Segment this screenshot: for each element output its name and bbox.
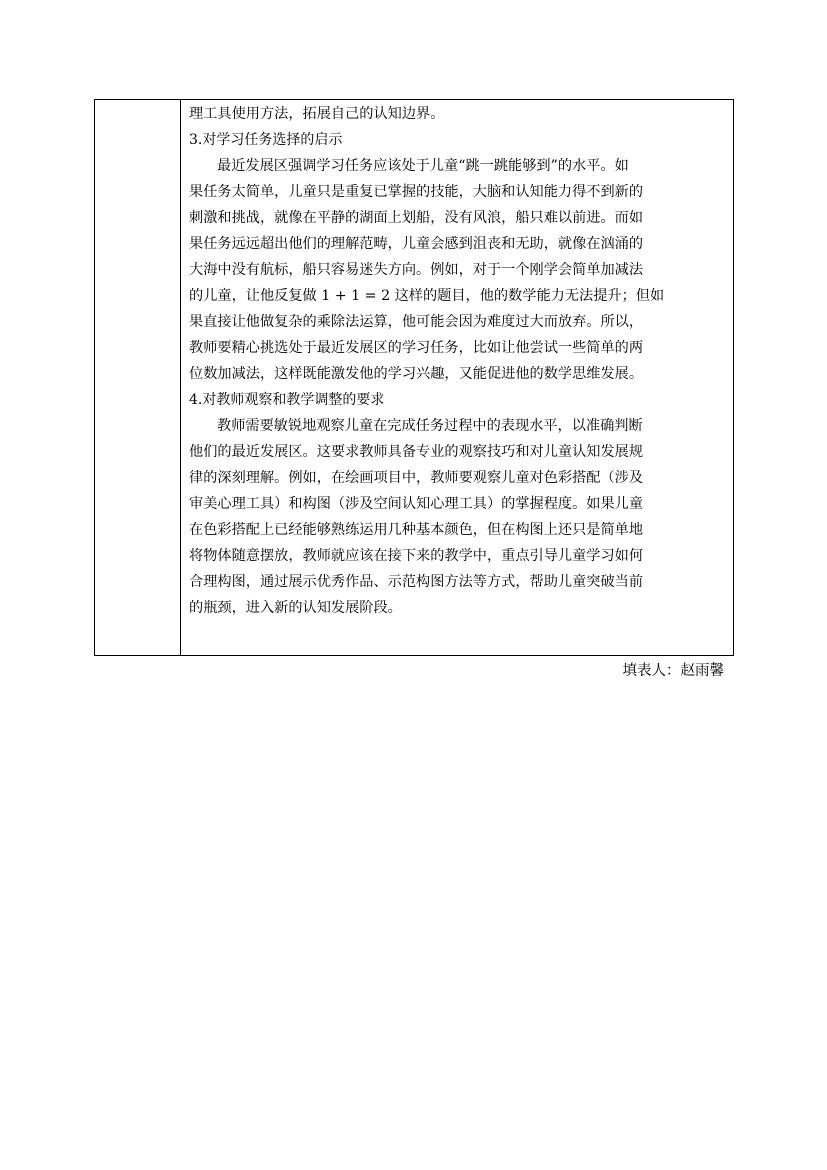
text-line: 审美心理工具）和构图（涉及空间认知心理工具）的掌握程度。如果儿童: [189, 496, 644, 512]
text-line: 合理构图，通过展示优秀作品、示范构图方法等方式，帮助儿童突破当前: [189, 574, 644, 590]
text-line: 大海中没有航标，船只容易迷失方向。例如，对于一个刚学会简单加减法: [189, 262, 644, 278]
text-line: 的瓶颈，进入新的认知发展阶段。: [189, 600, 402, 616]
text-line: 果任务太简单，儿童只是重复已掌握的技能，大脑和认知能力得不到新的: [189, 184, 644, 200]
section-heading: 4.对教师观察和教学调整的要求: [189, 392, 385, 408]
section-heading: 3.对学习任务选择的启示: [189, 132, 343, 148]
text-line: 他们的最近发展区。这要求教师具备专业的观察技巧和对儿童认知发展规: [189, 444, 644, 460]
text-line: 的儿童，让他反复做 1 + 1 = 2 这样的题目，他的数学能力无法提升；但如: [189, 288, 665, 304]
form-filler-signature: 填表人：赵雨馨: [622, 663, 724, 679]
text-line: 刺激和挑战，就像在平静的湖面上划船，没有风浪，船只难以前进。而如: [189, 210, 644, 226]
text-line: 果直接让他做复杂的乘除法运算，他可能会因为难度过大而放弃。所以，: [189, 314, 644, 330]
table-content-cell: [181, 100, 733, 655]
text-line: 将物体随意摆放，教师就应该在接下来的教学中，重点引导儿童学习如何: [189, 548, 644, 564]
text-line: 位数加减法，这样既能激发他的学习兴趣，又能促进他的数学思维发展。: [189, 366, 644, 382]
text-line: 理工具使用方法，拓展自己的认知边界。: [189, 106, 445, 122]
table-label-cell: [95, 100, 181, 655]
text-line: 果任务远远超出他们的理解范畴，儿童会感到沮丧和无助，就像在汹涌的: [189, 236, 644, 252]
paragraph-start-line: 最近发展区强调学习任务应该处于儿童“跳一跳能够到”的水平。如: [217, 158, 629, 174]
paragraph-start-line: 教师需要敏锐地观察儿童在完成任务过程中的表现水平，以准确判断: [217, 418, 643, 434]
text-line: 律的深刻理解。例如，在绘画项目中，教师要观察儿童对色彩搭配（涉及: [189, 470, 644, 486]
text-line: 在色彩搭配上已经能够熟练运用几种基本颜色，但在构图上还只是简单地: [189, 522, 644, 538]
text-line: 教师要精心挑选处于最近发展区的学习任务，比如让他尝试一些简单的两: [189, 340, 644, 356]
document-table: [94, 99, 734, 656]
